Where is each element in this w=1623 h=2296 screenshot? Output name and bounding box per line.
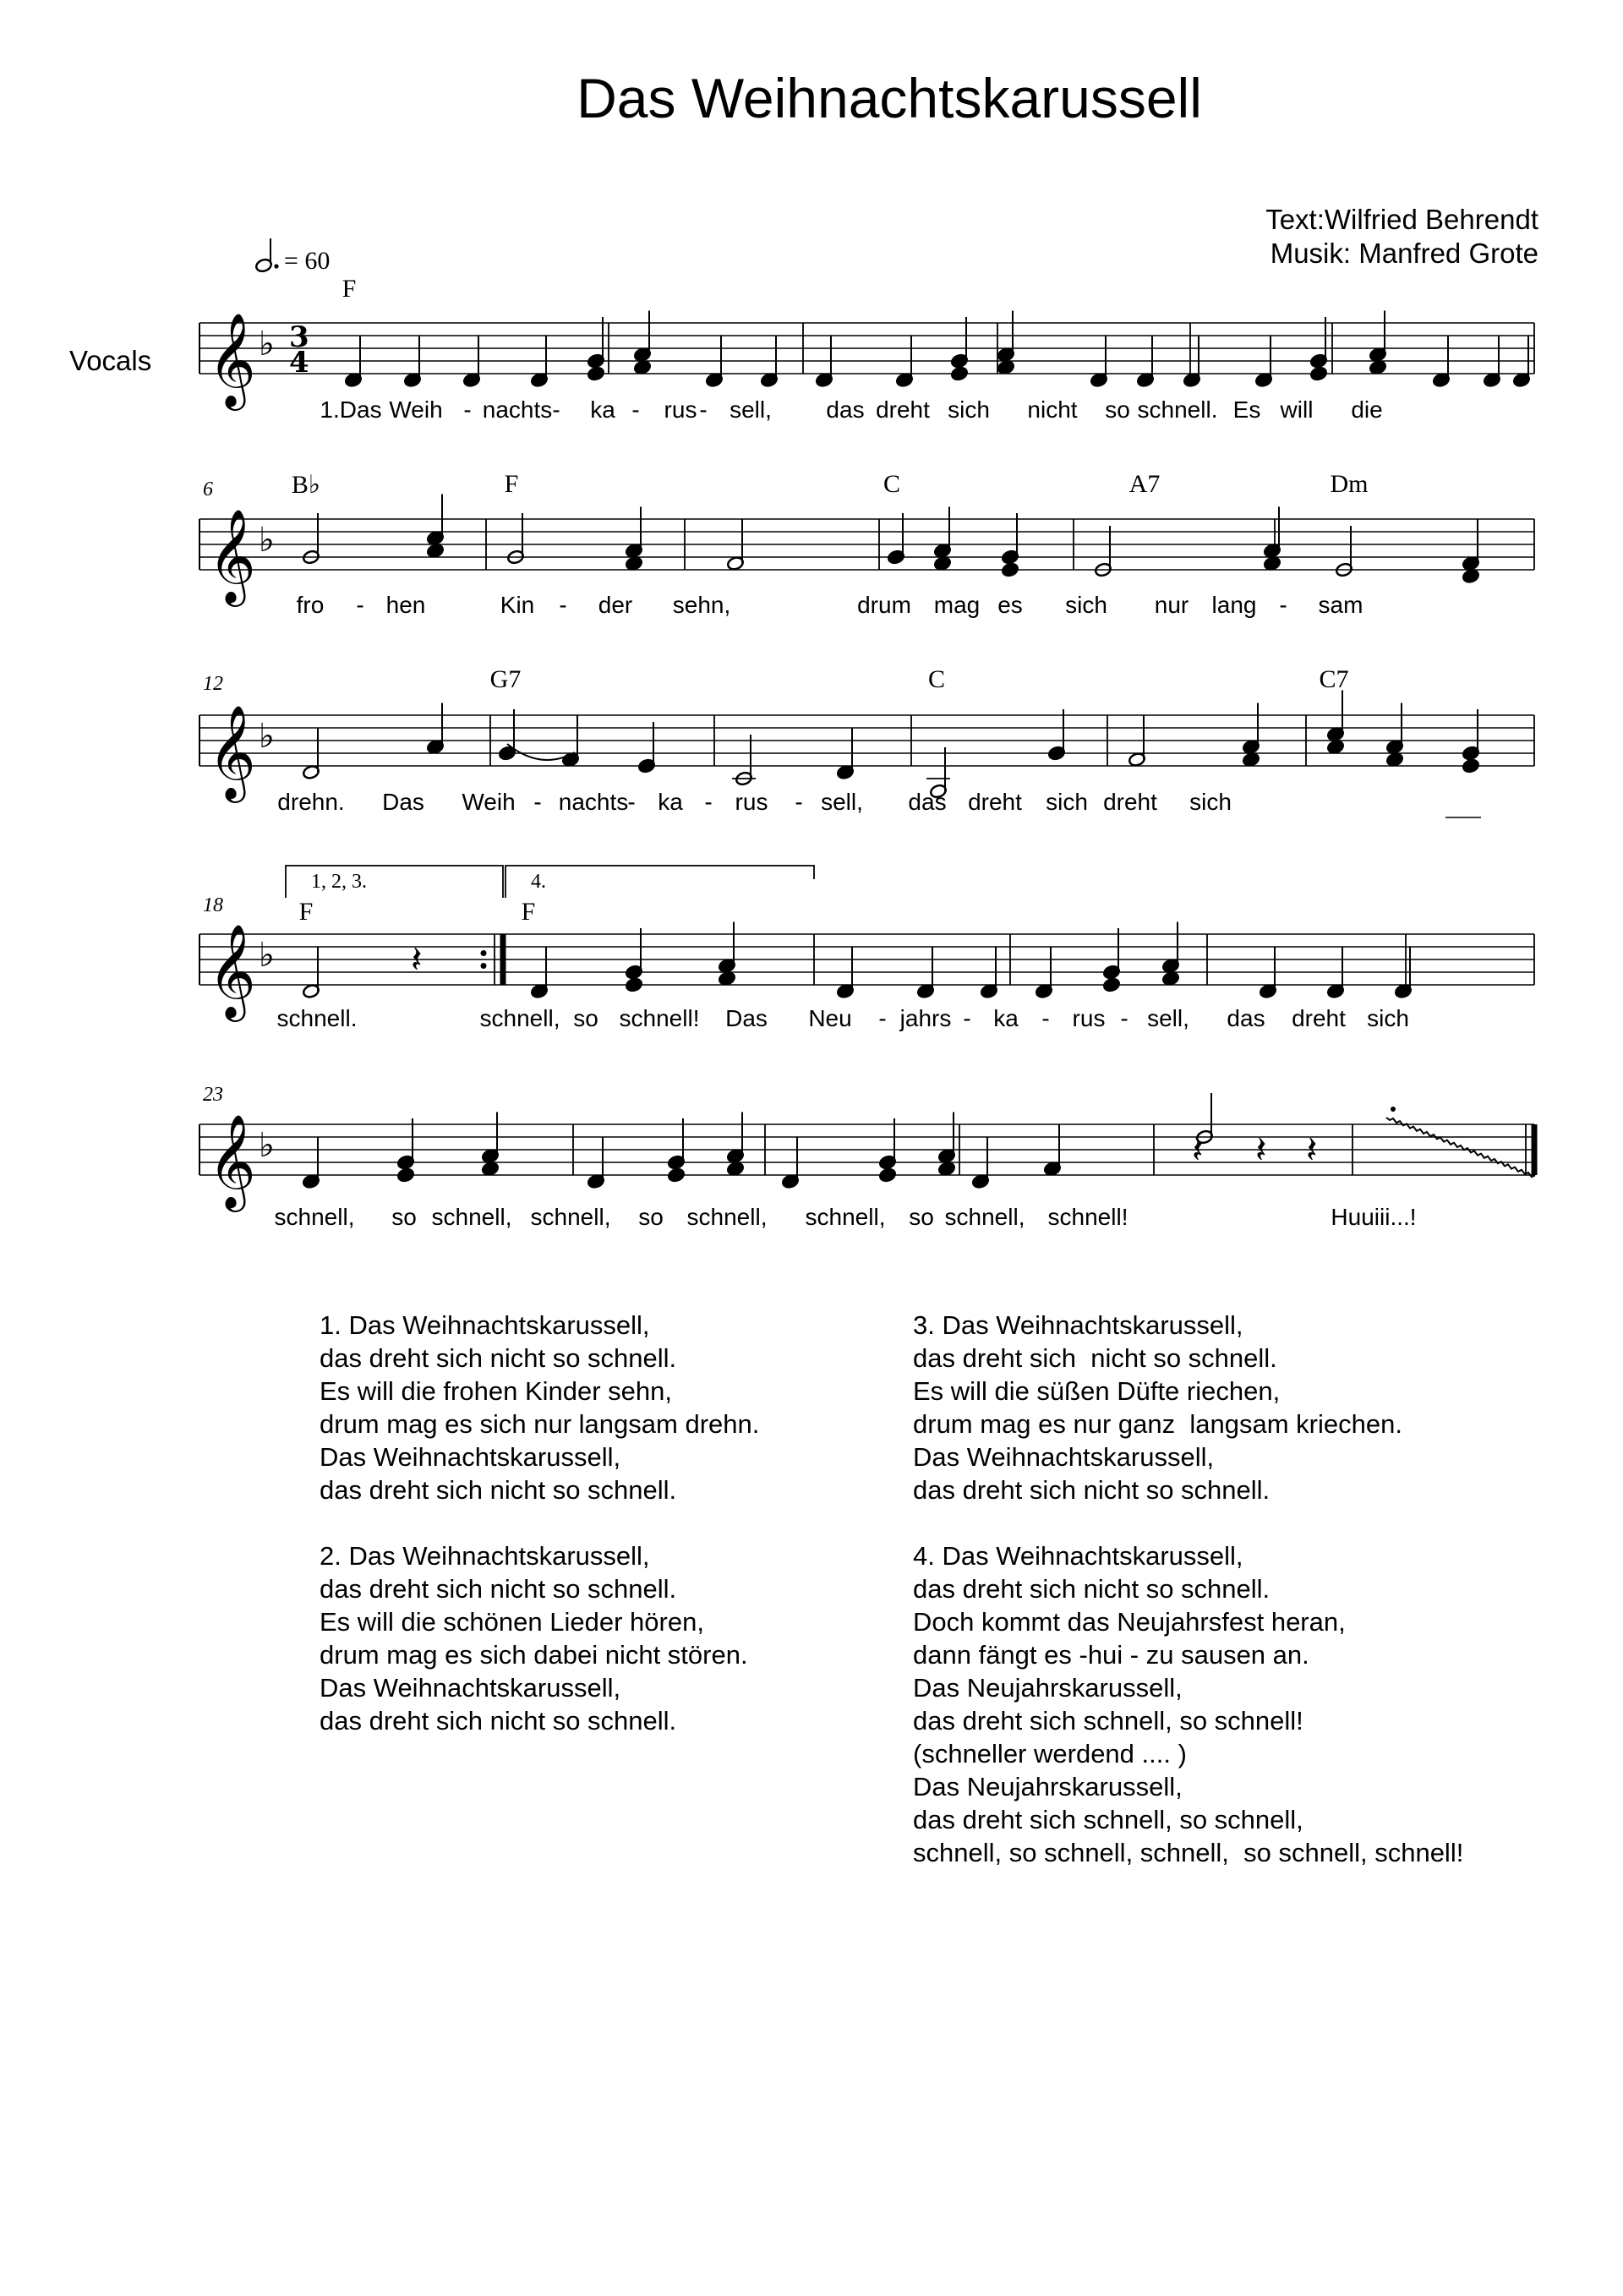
lyric-syllable: - — [552, 396, 560, 423]
glissando — [1386, 1118, 1535, 1177]
chord-symbol: F — [504, 470, 519, 498]
treble-clef-icon: 𝄞 — [208, 508, 256, 603]
lyric-syllable: drum — [857, 592, 911, 618]
lyric-syllable: Es — [1232, 396, 1261, 423]
verse-line: (schneller werdend .... ) — [913, 1739, 1187, 1768]
lyric-syllable: - — [631, 396, 640, 423]
verse-line: Das Weihnachtskarussell, — [913, 1442, 1215, 1472]
lyric-syllable: nur — [1154, 592, 1189, 618]
lyric-syllable: Weih — [389, 396, 443, 423]
verse-line: drum mag es nur ganz langsam kriechen. — [913, 1409, 1402, 1439]
lyric-syllable: so — [391, 1204, 417, 1230]
lyric-syllable: so — [638, 1204, 664, 1230]
lyric-syllable: schnell, — [431, 1204, 512, 1230]
lyric-syllable: dreht — [876, 396, 930, 423]
note-head — [1309, 366, 1327, 381]
lyric-syllable: rus — [735, 789, 768, 815]
lyric-syllable: ka — [590, 396, 615, 423]
treble-clef-icon: 𝄞 — [208, 312, 256, 407]
chord-symbol: F — [342, 275, 357, 303]
lyric-syllable: lang — [1211, 592, 1257, 618]
lyric-syllable: hen — [385, 592, 426, 618]
chord-symbol: B♭ — [291, 471, 321, 499]
lyric-syllable: - — [356, 592, 364, 618]
lyric-syllable: drehn. — [277, 789, 345, 815]
lyric-syllable: - — [1041, 1005, 1050, 1031]
chord-symbol: C — [927, 665, 946, 693]
lyric-syllable: der — [598, 592, 633, 618]
note-head — [933, 555, 951, 571]
measure-number: 23 — [203, 1084, 223, 1106]
verse-line: 2. Das Weihnachtskarussell, — [320, 1541, 650, 1571]
volta-label-1: 1, 2, 3. — [311, 871, 367, 893]
lyric-syllable: - — [1120, 1005, 1128, 1031]
lyric-syllable: schnell! — [1047, 1204, 1128, 1230]
lyric-syllable: sell, — [730, 396, 772, 423]
verse-1 — [320, 1309, 759, 1506]
chord-symbol: C — [883, 470, 901, 498]
lyric-syllable: - — [795, 789, 803, 815]
verses-right-column — [913, 1309, 1463, 1902]
note-head — [1242, 752, 1260, 767]
lyric-syllable: ka — [658, 789, 683, 815]
lyric-syllable: so — [573, 1005, 598, 1031]
quarter-rest-icon: 𝄽 — [411, 938, 423, 981]
lyric-syllable: sich — [1367, 1005, 1409, 1031]
lyric-syllable: - — [878, 1005, 887, 1031]
verse-2 — [320, 1539, 759, 1737]
quarter-rest-icon: 𝄽 — [1255, 1129, 1267, 1172]
lyric-syllable: schnell, — [530, 1204, 611, 1230]
lyric-syllable: sell, — [1147, 1005, 1189, 1031]
verse-line: schnell, so schnell, schnell, so schnell, schnell! — [913, 1838, 1464, 1867]
lyric-syllable: rus — [664, 396, 697, 423]
lyric-syllable: das — [1227, 1005, 1265, 1031]
lyric-syllable: nachts — [558, 789, 629, 815]
lyric-syllable: sich — [1065, 592, 1107, 618]
lyric-syllable: dreht — [968, 789, 1022, 815]
note-head — [625, 977, 642, 992]
lyric-syllable: das — [908, 789, 947, 815]
treble-clef-icon: 𝄞 — [208, 1113, 256, 1208]
lyric-syllable: - — [1279, 592, 1287, 618]
lyric-syllable: Kin — [500, 592, 535, 618]
time-signature-bottom: 4 — [289, 346, 309, 380]
lyricist: Text:Wilfried Behrendt — [1265, 204, 1538, 235]
quarter-rest-icon: 𝄽 — [1306, 1129, 1318, 1172]
verse-line: Das Neujahrskarussell, — [913, 1673, 1183, 1703]
note-head — [426, 543, 444, 558]
lyric-syllable: es — [997, 592, 1023, 618]
flat-icon: ♭ — [259, 325, 275, 364]
verse-line: das dreht sich nicht so schnell. — [320, 1706, 677, 1736]
verse-line: drum mag es sich nur langsam drehn. — [320, 1409, 760, 1439]
verse-line: Das Weihnachtskarussell, — [320, 1673, 621, 1703]
verse-line: das dreht sich schnell, so schnell! — [913, 1706, 1303, 1736]
lyric-syllable: sam — [1318, 592, 1363, 618]
measure-number: 12 — [203, 673, 223, 695]
lyric-syllable: nachts — [482, 396, 553, 423]
note-head — [667, 1167, 685, 1183]
note-head — [1462, 568, 1479, 583]
verse-line: das dreht sich nicht so schnell. — [913, 1343, 1277, 1373]
flat-icon: ♭ — [259, 1126, 275, 1165]
lyric-syllable: - — [559, 592, 567, 618]
note-head — [1385, 752, 1403, 767]
lyric-syllable: fro — [296, 592, 325, 618]
note-head — [633, 359, 651, 374]
lyric-syllable: schnell, — [944, 1204, 1025, 1230]
lyric-syllable: nicht — [1027, 396, 1078, 423]
lyric-syllable: so — [1105, 396, 1130, 423]
lyric-syllable: das — [826, 396, 865, 423]
lyric-syllable: die — [1351, 396, 1383, 423]
note-head — [950, 366, 968, 381]
verse-line: das dreht sich nicht so schnell. — [320, 1574, 677, 1604]
flat-icon: ♭ — [259, 936, 275, 975]
note-head — [878, 1167, 896, 1183]
chord-symbol: F — [298, 898, 314, 926]
verse-line: Es will die frohen Kinder sehn, — [320, 1376, 673, 1406]
verse-line: das dreht sich nicht so schnell. — [320, 1475, 677, 1505]
lyric-syllable: sich — [1189, 789, 1232, 815]
treble-clef-icon: 𝄞 — [208, 923, 256, 1018]
lyric-syllable: sich — [1046, 789, 1088, 815]
verse-line: das dreht sich nicht so schnell. — [320, 1343, 677, 1373]
chord-symbol: F — [521, 898, 536, 926]
lyric-syllable: 1.Das — [320, 396, 382, 423]
lyric-syllable: jahrs — [899, 1005, 952, 1031]
volta-bracket-2 — [505, 866, 814, 898]
verse-line: Doch kommt das Neujahrsfest heran, — [913, 1607, 1346, 1637]
lyric-syllable: Huuiii...! — [1331, 1204, 1417, 1230]
lyric-syllable: schnell, — [686, 1204, 768, 1230]
verse-line: 4. Das Weihnachtskarussell, — [913, 1541, 1243, 1571]
lyric-syllable: rus — [1072, 1005, 1106, 1031]
chord-symbol: C7 — [1319, 665, 1349, 693]
lyric-syllable: dreht — [1292, 1005, 1346, 1031]
note-head — [726, 1161, 744, 1176]
repeat-dot — [481, 963, 487, 969]
lyric-syllable: - — [963, 1005, 971, 1031]
repeat-dot — [481, 950, 487, 956]
lyric-syllable: - — [699, 396, 708, 423]
lyric-syllable: schnell. — [1137, 396, 1218, 423]
lyric-syllable: schnell, — [805, 1204, 886, 1230]
verse-line: das dreht sich schnell, so schnell, — [913, 1805, 1303, 1834]
instrument-label: Vocals — [69, 345, 152, 376]
lyric-syllable: will — [1280, 396, 1314, 423]
lyric-syllable: Neu — [808, 1005, 852, 1031]
verse-line: Das Weihnachtskarussell, — [320, 1442, 621, 1472]
lyric-syllable: Das — [725, 1005, 768, 1031]
lyric-syllable: - — [533, 789, 542, 815]
lyric-syllable: ka — [993, 1005, 1019, 1031]
lyric-syllable: schnell, — [274, 1204, 355, 1230]
lyric-syllable: sehn, — [672, 592, 731, 618]
chord-symbol: G7 — [489, 665, 522, 693]
chord-symbol: Dm — [1330, 470, 1369, 498]
verse-line: dann fängt es -hui - zu sausen an. — [913, 1640, 1309, 1670]
note-head — [1001, 562, 1019, 577]
verse-3 — [913, 1309, 1463, 1506]
verse-line: das dreht sich nicht so schnell. — [913, 1574, 1271, 1604]
verse-4 — [913, 1539, 1463, 1869]
lyric-syllable: so — [909, 1204, 934, 1230]
note-head — [718, 970, 735, 986]
note-head — [1326, 739, 1344, 754]
lyric-syllable: sich — [948, 396, 990, 423]
composer: Musik: Manfred Grote — [1270, 238, 1538, 269]
verse-line: drum mag es sich dabei nicht stören. — [320, 1640, 748, 1670]
note-head — [997, 359, 1014, 374]
lyric-syllable: schnell, — [479, 1005, 560, 1031]
verse-line: das dreht sich nicht so schnell. — [913, 1475, 1271, 1505]
volta-label-2: 4. — [531, 871, 546, 893]
lyric-syllable: sell, — [821, 789, 863, 815]
measure-number: 18 — [203, 894, 223, 916]
note-head — [1263, 555, 1281, 571]
song-title: Das Weihnachtskarussell — [577, 67, 1202, 129]
verse-line: Es will die süßen Düfte riechen, — [913, 1376, 1281, 1406]
lyric-syllable: Das — [382, 789, 424, 815]
measure-number: 6 — [203, 478, 213, 500]
note-head — [1369, 359, 1386, 374]
lyric-syllable: - — [463, 396, 472, 423]
note-head — [1102, 977, 1120, 992]
lyric-syllable: dreht — [1103, 789, 1157, 815]
lyric-syllable: Weih — [462, 789, 516, 815]
quarter-rest-icon: 𝄽 — [1192, 1129, 1204, 1172]
chord-symbol: A7 — [1128, 470, 1161, 498]
lyric-syllable: mag — [933, 592, 981, 618]
lyric-syllable: schnell. — [276, 1005, 358, 1031]
lyric-syllable: schnell! — [619, 1005, 700, 1031]
verse-line: 3. Das Weihnachtskarussell, — [913, 1310, 1243, 1340]
flat-icon: ♭ — [259, 521, 275, 560]
verse-line: Das Neujahrskarussell, — [913, 1772, 1183, 1801]
verses-left-column — [320, 1309, 759, 1770]
treble-clef-icon: 𝄞 — [208, 704, 256, 799]
note-head — [1161, 970, 1179, 986]
lyric-syllable: - — [704, 789, 713, 815]
flat-icon: ♭ — [259, 717, 275, 756]
tempo-value: = 60 — [284, 247, 331, 275]
slur — [507, 744, 575, 760]
verse-line: Es will die schönen Lieder hören, — [320, 1607, 704, 1637]
note-head — [937, 1161, 955, 1176]
note-head — [587, 366, 604, 381]
note-head — [1462, 758, 1479, 774]
note-head — [625, 555, 642, 571]
note-head — [396, 1167, 414, 1183]
lyric-syllable: - — [627, 789, 636, 815]
note-head — [481, 1161, 499, 1176]
time-signature-top: 3 — [289, 320, 309, 354]
verse-line: 1. Das Weihnachtskarussell, — [320, 1310, 650, 1340]
augmentation-dot — [1391, 1107, 1396, 1112]
